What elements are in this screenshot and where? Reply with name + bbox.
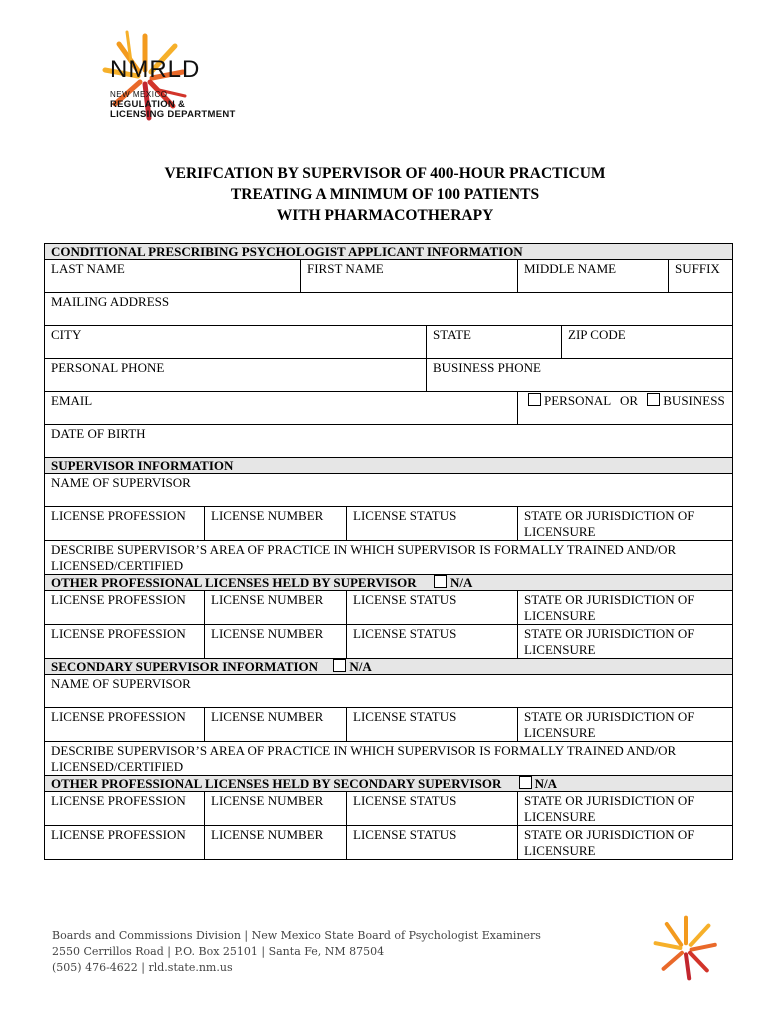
other-license-row (45, 625, 733, 659)
state-jurisdiction-field[interactable]: STATE OR JURISDICTION OF LICENSURE (518, 625, 733, 659)
area-of-practice-field[interactable]: DESCRIBE SUPERVISOR’S AREA OF PRACTICE IN WHICH SUPERVISOR IS FORMALLY TRAINED AND/OR LICENSED/CERTIFIED (45, 541, 733, 575)
license-profession-field[interactable]: LICENSE PROFESSION (45, 591, 205, 625)
middle-name-field[interactable]: MIDDLE NAME (518, 260, 669, 293)
other-licenses-heading: OTHER PROFESSIONAL LICENSES HELD BY SUPERVISOR (51, 575, 417, 590)
license-number-field[interactable]: LICENSE NUMBER (205, 591, 347, 625)
secondary-supervisor-name-field[interactable]: NAME OF SUPERVISOR (45, 675, 733, 708)
mailing-address-field[interactable]: MAILING ADDRESS (45, 293, 733, 326)
footer-line2: 2550 Cerrillos Road | P.O. Box 25101 | Santa Fe, NM 87504 (52, 945, 385, 958)
suffix-field[interactable]: SUFFIX (669, 260, 733, 293)
secondary-other-license-row (45, 792, 733, 826)
first-name-field[interactable]: FIRST NAME (301, 260, 518, 293)
license-status-field[interactable]: LICENSE STATUS (347, 826, 518, 860)
license-profession-field[interactable]: LICENSE PROFESSION (45, 792, 205, 826)
title-line1: VERIFCATION BY SUPERVISOR OF 400-HOUR PRACTICUM (164, 165, 606, 182)
last-name-field[interactable]: LAST NAME (45, 260, 301, 293)
supervisor-license-row (45, 507, 733, 541)
dept-line2: REGULATION & (110, 99, 186, 110)
na-label: N/A (534, 776, 557, 791)
license-status-field[interactable]: LICENSE STATUS (347, 625, 518, 659)
other-license-row (45, 591, 733, 625)
license-profession-field[interactable]: LICENSE PROFESSION (45, 625, 205, 659)
license-number-field[interactable]: LICENSE NUMBER (205, 826, 347, 860)
supervisor-heading: SUPERVISOR INFORMATION (45, 458, 733, 474)
license-number-field[interactable]: LICENSE NUMBER (205, 708, 347, 742)
secondary-supervisor-section-header (45, 659, 733, 675)
dept-line1: NEW MEXICO (110, 90, 168, 99)
form-table (44, 243, 733, 860)
secondary-na-checkbox[interactable] (333, 659, 346, 672)
footer (52, 928, 541, 976)
na-label: N/A (349, 659, 372, 674)
secondary-other-heading-cell (45, 776, 733, 792)
state-jurisdiction-field[interactable]: STATE OR JURISDICTION OF LICENSURE (518, 507, 733, 541)
department-name (110, 90, 236, 120)
na-label: N/A (449, 575, 473, 590)
secondary-license-row (45, 708, 733, 742)
city-state-zip-row (45, 326, 733, 359)
secondary-other-licenses-section-header (45, 776, 733, 792)
date-of-birth-field[interactable]: DATE OF BIRTH (45, 425, 733, 458)
business-checkbox[interactable] (647, 393, 660, 406)
state-jurisdiction-field[interactable]: STATE OR JURISDICTION OF LICENSURE (518, 826, 733, 860)
license-status-field[interactable]: LICENSE STATUS (347, 507, 518, 541)
secondary-heading: SECONDARY SUPERVISOR INFORMATION (51, 659, 319, 674)
license-status-field[interactable]: LICENSE STATUS (347, 792, 518, 826)
state-jurisdiction-field[interactable]: STATE OR JURISDICTION OF LICENSURE (518, 591, 733, 625)
secondary-name-row (45, 675, 733, 708)
business-label: BUSINESS (663, 393, 725, 408)
phone-row (45, 359, 733, 392)
secondary-other-heading: OTHER PROFESSIONAL LICENSES HELD BY SECONDARY SUPERVISOR (51, 776, 502, 791)
footer-line1: Boards and Commissions Division | New Mexico State Board of Psychologist Examiners (52, 929, 541, 942)
state-jurisdiction-field[interactable]: STATE OR JURISDICTION OF LICENSURE (518, 792, 733, 826)
state-jurisdiction-field[interactable]: STATE OR JURISDICTION OF LICENSURE (518, 708, 733, 742)
dept-line3: LICENSING DEPARTMENT (110, 109, 236, 120)
zip-field[interactable]: ZIP CODE (562, 326, 733, 359)
email-row (45, 392, 733, 425)
supervisor-name-row (45, 474, 733, 507)
state-field[interactable]: STATE (427, 326, 562, 359)
personal-checkbox[interactable] (528, 393, 541, 406)
city-field[interactable]: CITY (45, 326, 427, 359)
secondary-heading-cell (45, 659, 733, 675)
license-status-field[interactable]: LICENSE STATUS (347, 708, 518, 742)
email-type-options (518, 392, 733, 425)
email-field[interactable]: EMAIL (45, 392, 518, 425)
title-line3: WITH PHARMACOTHERAPY (276, 207, 494, 224)
license-number-field[interactable]: LICENSE NUMBER (205, 625, 347, 659)
license-profession-field[interactable]: LICENSE PROFESSION (45, 507, 205, 541)
secondary-other-license-row (45, 826, 733, 860)
brand-name: NMRLD (110, 56, 201, 83)
nmrld-footer-logo-icon (650, 912, 722, 984)
title-line2: TREATING A MINIMUM OF 100 PATIENTS (230, 186, 540, 203)
license-profession-field[interactable]: LICENSE PROFESSION (45, 708, 205, 742)
personal-phone-field[interactable]: PERSONAL PHONE (45, 359, 427, 392)
supervisor-describe-row (45, 541, 733, 575)
footer-line3: (505) 476-4622 | rld.state.nm.us (52, 961, 233, 974)
dob-row (45, 425, 733, 458)
other-licenses-na-checkbox[interactable] (434, 575, 447, 588)
applicant-name-row (45, 260, 733, 293)
license-number-field[interactable]: LICENSE NUMBER (205, 792, 347, 826)
personal-label: PERSONAL (544, 393, 611, 408)
business-phone-field[interactable]: BUSINESS PHONE (427, 359, 733, 392)
area-of-practice-field[interactable]: DESCRIBE SUPERVISOR’S AREA OF PRACTICE IN WHICH SUPERVISOR IS FORMALLY TRAINED AND/OR LICENSED/CERTIFIED (45, 742, 733, 776)
secondary-describe-row (45, 742, 733, 776)
applicant-heading: CONDITIONAL PRESCRIBING PSYCHOLOGIST APPLICANT INFORMATION (45, 244, 733, 260)
or-label: OR (619, 393, 639, 408)
applicant-section-header (45, 244, 733, 260)
form-title (0, 163, 770, 226)
address-row (45, 293, 733, 326)
other-licenses-section-header (45, 575, 733, 591)
supervisor-section-header (45, 458, 733, 474)
secondary-other-na-checkbox[interactable] (519, 776, 532, 789)
license-status-field[interactable]: LICENSE STATUS (347, 591, 518, 625)
license-profession-field[interactable]: LICENSE PROFESSION (45, 826, 205, 860)
supervisor-name-field[interactable]: NAME OF SUPERVISOR (45, 474, 733, 507)
license-number-field[interactable]: LICENSE NUMBER (205, 507, 347, 541)
other-licenses-heading-cell (45, 575, 733, 591)
